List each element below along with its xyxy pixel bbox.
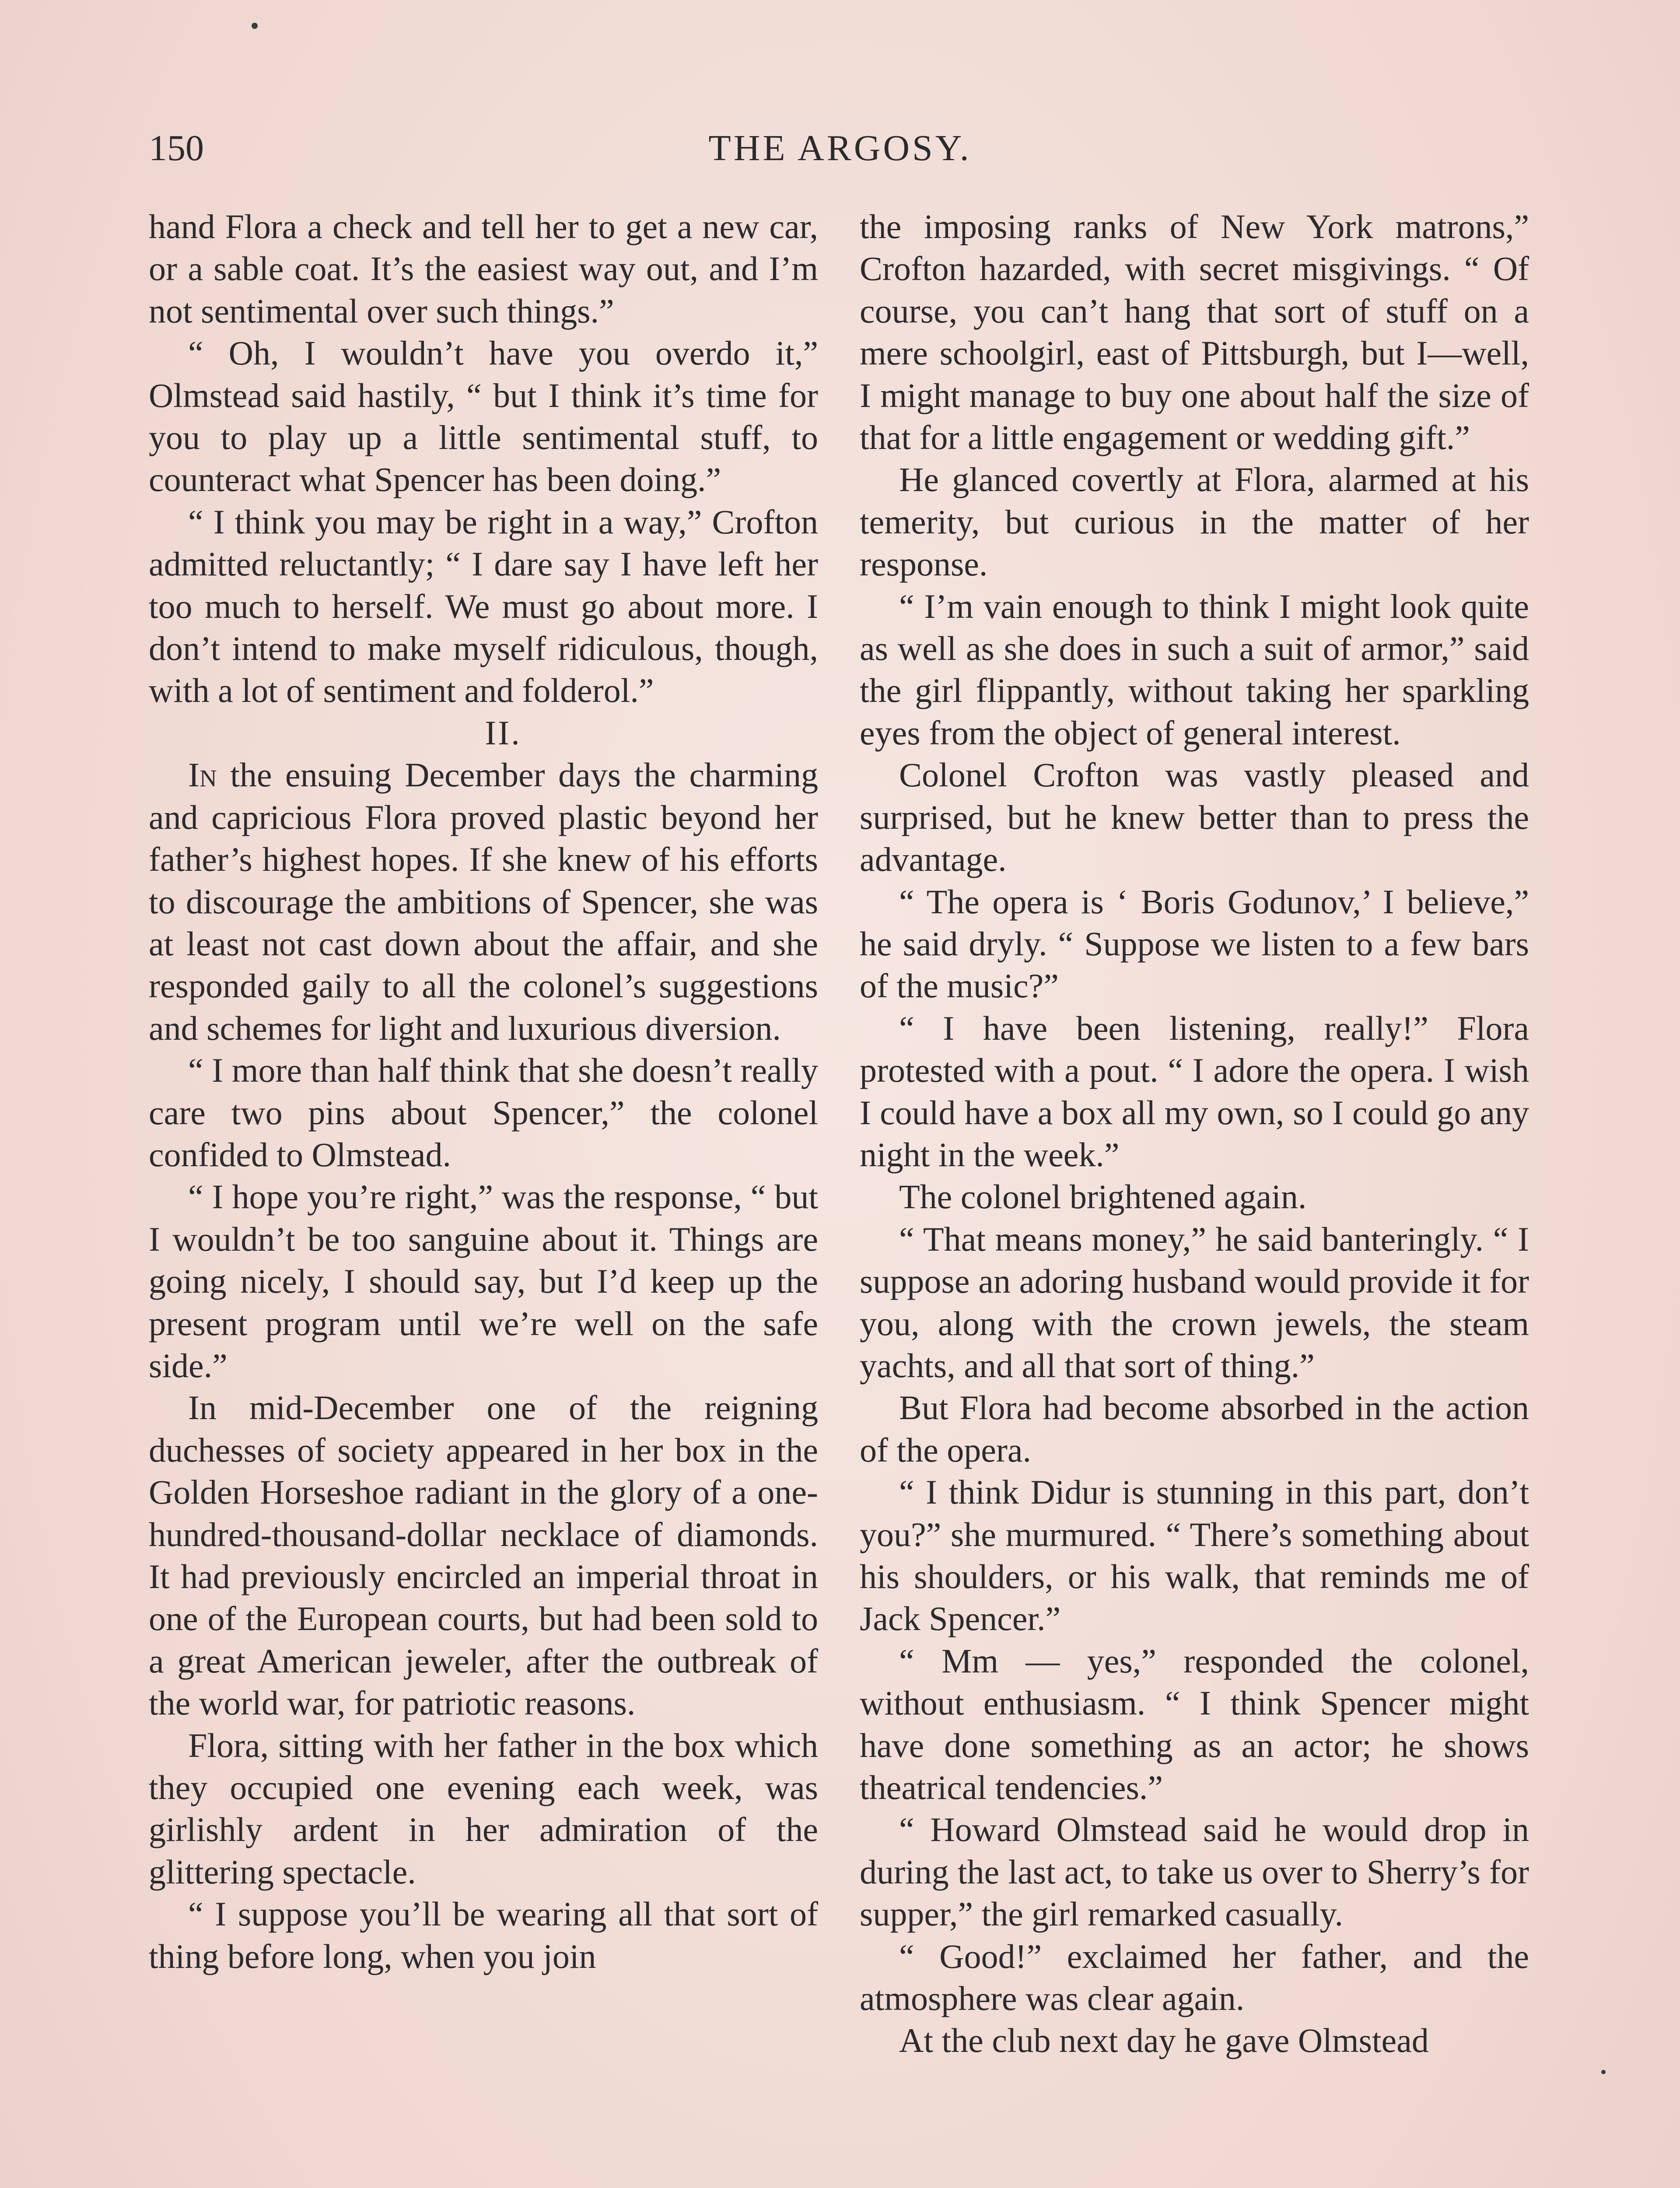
running-title: THE ARGOSY. bbox=[708, 128, 972, 168]
page-header bbox=[149, 127, 1531, 184]
paragraph: “ Mm — yes,” responded the colonel, without enthusiasm. “ I think Spencer might have done something as an actor; he shows theatrical tendencies.” bbox=[860, 1641, 1529, 1807]
right-column bbox=[860, 206, 1529, 2062]
paragraph: “ I’m vain enough to think I might look quite as well as she does in such a suit of armor,” said the girl flippantly, without taking her sparkling eyes from the object of general interest. bbox=[860, 587, 1529, 752]
paragraph: Flora, sitting with her father in the box which they occupied one evening each week, was girlishly ardent in her admiration of the glittering spectacle. bbox=[149, 1726, 818, 1891]
paragraph: “ That means money,” he said banteringly. “ I suppose an adoring husband would provide it for you, along with the crown jewels, the steam yachts, and all that sort of thing.” bbox=[860, 1220, 1529, 1385]
section-heading: II. bbox=[485, 713, 522, 752]
ink-speck bbox=[1601, 2070, 1606, 2074]
paragraph: “ I think you may be right in a way,” Crofton admitted reluctantly; “ I dare say I have left her too much to herself. We must go about more. I don’t intend to make myself ridiculous, though, with a lot of sentiment and folderol.” bbox=[149, 502, 818, 710]
paragraph: “ I suppose you’ll be wearing all that sort of thing before long, when you join bbox=[149, 1895, 818, 1975]
paragraph: the imposing ranks of New York matrons,” Crofton hazarded, with secret misgivings. “ Of course, you can’t hang that sort of stuff on a mere schoolgirl, east of Pittsburgh, but I—well, I might manage to buy one about half the size of that for a little engagement or wedding gift.” bbox=[860, 207, 1529, 457]
paragraph: “ The opera is ‘ Boris Godunov,’ I believe,” he said dryly. “ Suppose we listen to a few bars of the music?” bbox=[860, 882, 1529, 1005]
paragraph: In mid-December one of the reigning duchesses of society appeared in her box in the Golden Horseshoe radiant in the glory of a one-hundred-thousand-dollar necklace of diamonds. It had previously encircled an imperial throat in one of the European courts, but had been sold to a great American jeweler, after the outbreak of the world war, for patriotic reasons. bbox=[149, 1389, 818, 1722]
paragraph: At the club next day he gave Olmstead bbox=[899, 2021, 1429, 2060]
paragraph: “ Good!” exclaimed her father, and the atmosphere was clear again. bbox=[860, 1937, 1529, 2018]
paragraph: “ Oh, I wouldn’t have you overdo it,” Olmstead said hastily, “ but I think it’s time for you to play up a little sentimental stuff, to counteract what Spencer has been doing.” bbox=[149, 334, 818, 499]
paragraph: Colonel Crofton was vastly pleased and surprised, but he knew better than to press the advantage. bbox=[860, 756, 1529, 879]
paragraph: The colonel brightened again. bbox=[899, 1178, 1307, 1216]
paragraph: “ I hope you’re right,” was the response, “ but I wouldn’t be too sanguine about it. Things are going nicely, I should say, but I’d keep up the present program until we’re well on the safe side.” bbox=[149, 1178, 818, 1385]
small-caps-opening: In bbox=[188, 756, 217, 794]
paragraph: “ I think Didur is stunning in this part, don’t you?” she murmured. “ There’s something about his shoulders, or his walk, that reminds me of Jack Spencer.” bbox=[860, 1473, 1529, 1638]
paragraph: “ I have been listening, really!” Flora protested with a pout. “ I adore the opera. I wish I could have a box all my own, so I could go any night in the week.” bbox=[860, 1009, 1529, 1174]
ink-speck bbox=[252, 23, 258, 29]
paragraph-text: the ensuing December days the charming and capricious Flora proved plastic beyond her father’s highest hopes. If she knew of his efforts to discourage the ambitions of Spencer, she was at least not cast down about the affair, and she responded gaily to all the colonel’s suggestions and schemes for light and luxurious diversion. bbox=[149, 756, 818, 1047]
paragraph: But Flora had become absorbed in the action of the opera. bbox=[860, 1389, 1529, 1469]
paragraph bbox=[149, 754, 818, 1049]
left-column bbox=[149, 206, 818, 1978]
page-number: 150 bbox=[149, 128, 204, 168]
paragraph: “ Howard Olmstead said he would drop in during the last act, to take us over to Sherry’s for supper,” the girl remarked casually. bbox=[860, 1810, 1529, 1933]
paragraph: He glanced covertly at Flora, alarmed at his temerity, but curious in the matter of her response. bbox=[860, 460, 1529, 583]
paragraph: “ I more than half think that she doesn’t really care two pins about Spencer,” the colonel confided to Olmstead. bbox=[149, 1051, 818, 1174]
paragraph: hand Flora a check and tell her to get a new car, or a sable coat. It’s the easiest way out, and I’m not sentimental over such things.” bbox=[149, 207, 818, 330]
